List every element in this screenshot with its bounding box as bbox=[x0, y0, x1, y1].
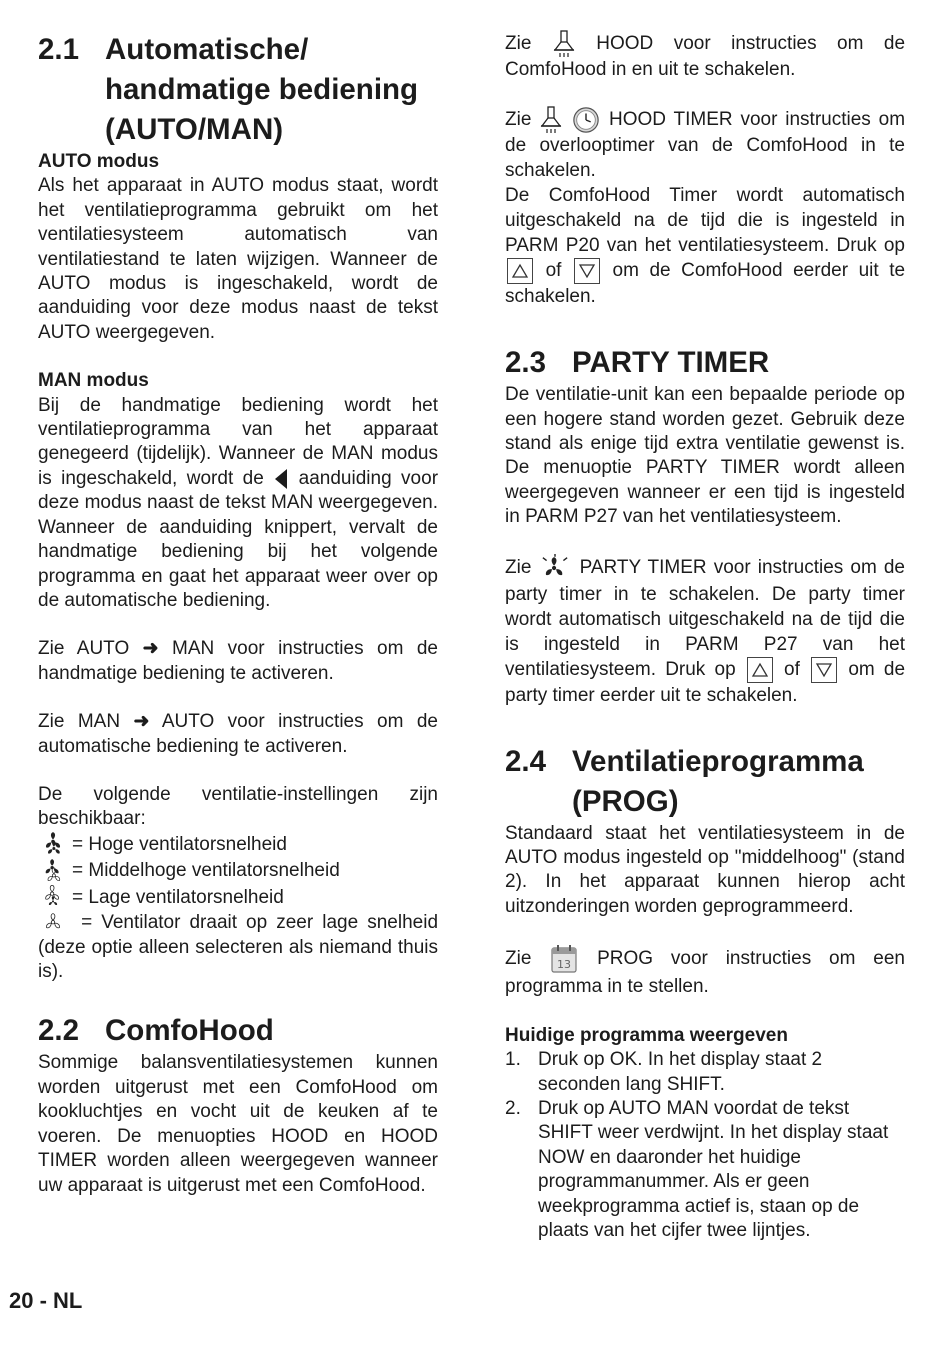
down-button[interactable] bbox=[574, 258, 600, 284]
up-triangle-icon bbox=[508, 259, 532, 283]
section-number: 2.3 bbox=[505, 346, 547, 380]
program-paragraph: Standaard staat het ventilatiesysteem in de AUTO modus ingesteld op "middelhoog" (stand 2). In het apparaat kunnen hierop acht uitzonderingen worden geprogrammeerd. bbox=[505, 822, 905, 917]
program-instructions bbox=[505, 943, 905, 999]
man-mode-paragraph bbox=[38, 394, 438, 614]
current-program-heading: Huidige programma weergeven bbox=[505, 1024, 788, 1046]
auto-to-man-text-b: MAN voor instructies om de handmatige bediening te activeren. bbox=[38, 638, 438, 684]
hood-text-a: Zie bbox=[505, 33, 532, 55]
fan-midhigh-icon bbox=[38, 859, 68, 885]
man-to-auto-text-b: AUTO voor instructies om de automatische bediening te activeren. bbox=[38, 711, 438, 757]
section-title bbox=[105, 30, 438, 150]
section-2-3-heading bbox=[505, 343, 905, 383]
up-button[interactable] bbox=[507, 258, 533, 284]
list-item-text: Druk op OK. In het display staat 2 seconden lang SHIFT. bbox=[538, 1049, 823, 1095]
party-fan-icon bbox=[538, 554, 572, 582]
hood-timer-paragraph bbox=[505, 106, 905, 183]
hood-timer-auto-off-paragraph bbox=[505, 183, 905, 309]
speed-midhigh-row bbox=[38, 858, 438, 885]
arrow-right-icon: ➜ bbox=[133, 711, 150, 733]
section-2-1-heading bbox=[38, 30, 438, 150]
list-item bbox=[505, 1048, 905, 1097]
fan-high-icon bbox=[38, 832, 68, 858]
hood-icon bbox=[539, 106, 563, 134]
hood-timer-text-c: De ComfoHood Timer wordt automatisch uitgeschakeld na de tijd die is ingesteld in PARM P20 van het ventilatiesysteem. Druk op bbox=[505, 185, 905, 257]
clock-icon bbox=[571, 106, 601, 134]
speed-high-row bbox=[38, 832, 438, 859]
speed-verylow-paragraph bbox=[38, 911, 438, 984]
speed-midhigh-label: = Middelhoge ventilatorsnelheid bbox=[72, 860, 340, 882]
speed-low-row bbox=[38, 885, 438, 912]
prog-zie-text-a: Zie bbox=[505, 948, 532, 970]
man-to-auto-paragraph bbox=[38, 710, 438, 759]
speed-high-label: = Hoge ventilatorsnelheid bbox=[72, 833, 287, 855]
auto-mode-paragraph: Als het apparaat in AUTO modus staat, wordt het ventilatieprogramma gebruikt om het ventilatiesysteem automatisch van ventilatiestand te laten wijzigen. Wanneer de AUTO modus is ingeschakeld, wordt de aanduiding voor deze modus naast de tekst AUTO weergegeven. bbox=[38, 175, 438, 343]
man-to-auto-text-a: Zie MAN bbox=[38, 711, 121, 733]
auto-to-man-text-a: Zie AUTO bbox=[38, 638, 130, 660]
hood-paragraph bbox=[505, 30, 905, 82]
steps-list bbox=[505, 1048, 905, 1243]
hood-timer-text-d: om de ComfoHood eerder uit te schakelen. bbox=[505, 260, 906, 308]
up-button[interactable] bbox=[747, 657, 773, 683]
speed-verylow-row bbox=[38, 911, 438, 984]
section-number: 2.2 bbox=[38, 1014, 80, 1048]
comfohood-paragraph: Sommige balansventilatiesystemen kunnen worden uitgerust met een ComfoHood om kookluchtjes en vocht uit de keuken af te voeren. De menuopties HOOD en HOOD TIMER worden alleen weergegeven wanneer uw apparaat is uitgerust met een ComfoHood. bbox=[38, 1052, 438, 1196]
down-triangle-icon bbox=[575, 259, 599, 283]
section-2-4-heading bbox=[505, 742, 905, 822]
left-column bbox=[38, 30, 438, 1198]
party-zie-text-a: Zie bbox=[505, 556, 532, 578]
section-title-line-1: Ventilatieprogramma bbox=[572, 744, 864, 778]
section-title: PARTY TIMER bbox=[572, 346, 770, 380]
section-title-line-1: Automatische/ bbox=[105, 33, 309, 66]
page-footer: 20 - NL bbox=[9, 1288, 83, 1313]
section-title-line-3: (AUTO/MAN) bbox=[105, 113, 284, 146]
section-title-line-2: handmatige bediening bbox=[105, 73, 419, 106]
section-title-line-2: (PROG) bbox=[572, 784, 679, 818]
hood-timer-text-a: Zie bbox=[505, 109, 532, 131]
speed-verylow-label: = Ventilator draait op zeer lage snelheid (deze optie alleen selecteren als niemand thuis is). bbox=[38, 912, 439, 983]
list-item-number: 1. bbox=[505, 1049, 521, 1071]
section-number: 2.1 bbox=[38, 33, 80, 66]
settings-intro: De volgende ventilatie-instellingen zijn beschikbaar: bbox=[38, 783, 438, 830]
prog-zie-text-b: PROG voor instructies om een programma in te stellen. bbox=[505, 948, 905, 998]
fan-low-icon bbox=[38, 885, 68, 911]
arrow-right-icon: ➜ bbox=[142, 638, 159, 660]
party-timer-paragraph: De ventilatie-unit kan een bepaalde periode op een hogere stand worden gezet. Gebruik deze stand als enige tijd extra ventilatie gewenst is. De menuoptie PARTY TIMER wordt alleen weergegeven wanneer er een tijd is ingesteld in PARM P27 van het ventilatiesysteem. bbox=[505, 384, 905, 528]
fan-verylow-icon bbox=[38, 911, 68, 935]
section-title: ComfoHood bbox=[105, 1014, 274, 1048]
list-item-number: 2. bbox=[505, 1097, 521, 1119]
right-column bbox=[505, 30, 905, 1243]
or-text: of bbox=[784, 658, 800, 680]
up-triangle-icon bbox=[748, 658, 772, 682]
or-text: of bbox=[545, 260, 562, 282]
down-triangle-icon bbox=[812, 658, 836, 682]
list-item-text: Druk op AUTO MAN voordat de tekst SHIFT weer verdwijnt. In het display staat NOW en daaronder het huidige programmanummer. Als er geen weekprogramma actief is, staan op de plaats van het cijfer twee lijntjes. bbox=[538, 1097, 889, 1241]
auto-mode-heading: AUTO modus bbox=[38, 151, 160, 172]
man-mode-text-b: aanduiding voor deze modus naast de tekst MAN weergegeven. Wanneer de aanduiding knippert, vervalt de handmatige bediening bij het volgende programma en gaat het apparaat weer over op de automatische bediening. bbox=[38, 467, 439, 611]
speed-low-label: = Lage ventilatorsnelheid bbox=[72, 886, 284, 908]
party-zie-text-c: om de party timer eerder uit te schakelen. bbox=[505, 658, 906, 706]
section-title bbox=[572, 742, 905, 822]
man-mode-heading: MAN modus bbox=[38, 370, 149, 392]
section-number: 2.4 bbox=[505, 744, 547, 778]
section-2-2-heading bbox=[38, 1011, 438, 1051]
down-button[interactable] bbox=[811, 657, 837, 683]
man-mode-text-a: Bij de handmatige bediening wordt het ventilatieprogramma van het apparaat genegeerd (tijdelijk). Wanneer de MAN modus is ingeschakeld, wordt de bbox=[38, 394, 438, 489]
party-zie-text-b: PARTY TIMER voor instructies om de party timer in te schakelen. De party timer wordt automatisch uitgeschakeld na de tijd die is ingesteld in PARM P27 van het ventilatiesysteem. Druk op bbox=[505, 556, 905, 680]
hood-timer-text-b: HOOD TIMER voor instructies om de overlooptimer van de ComfoHood in te schakelen. bbox=[505, 109, 906, 181]
hood-icon bbox=[552, 30, 576, 58]
hood-text-b: HOOD voor instructies om de ComfoHood in en uit te schakelen. bbox=[505, 33, 906, 80]
left-triangle-indicator-icon bbox=[273, 468, 289, 490]
party-timer-instructions bbox=[505, 554, 905, 708]
calendar-icon bbox=[549, 943, 579, 975]
auto-to-man-paragraph bbox=[38, 637, 438, 686]
calendar-day-text: 13 bbox=[557, 958, 572, 972]
list-item bbox=[505, 1097, 905, 1243]
